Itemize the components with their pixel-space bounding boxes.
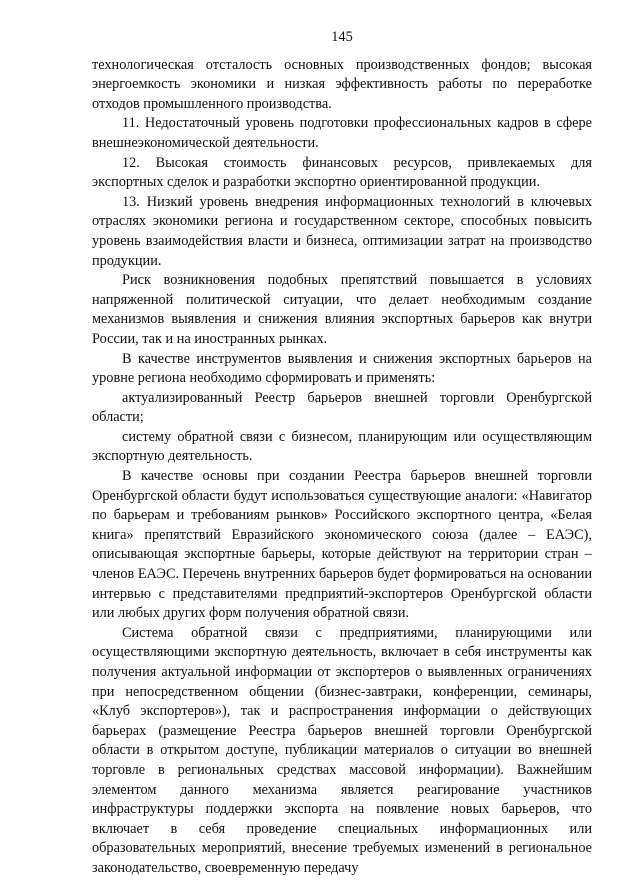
paragraph-item-12: 12. Высокая стоимость финансовых ресурсов, привлекаемых для экспортных сделок и разработки экспортно ориентированной продукции. bbox=[92, 154, 592, 191]
paragraph-registry-item: актуализированный Реестр барьеров внешней торговли Оренбургской области; bbox=[92, 389, 592, 426]
paragraph-feedback-system: Система обратной связи с предприятиями, планирующими или осуществляющими экспортную деятельность, включает в себя инструменты как получения актуальной информации от экспортеров о выявленных ограничениях при непосредственном общении (бизнес-завтраки, конференции, семинары, «Клуб экспортеров»), так и распространения информации о действующих барьерах (размещение Реестра барьеров внешней торговли Оренбургской области в открытом доступе, публикации материалов о ситуации во внешней торговле в региональных средствах массовой информации). Важнейшим элементом данного механизма является реагирование участников инфраструктуры поддержки экспорта на появление новых барьеров, что включает в себя проведение специальных информационных или образовательных мероприятий, внесение требуемых изменений в региональное законодательство, своевременную передачу bbox=[92, 624, 592, 876]
paragraph-instruments-intro: В качестве инструментов выявления и снижения экспортных барьеров на уровне региона необходимо сформировать и применять: bbox=[92, 350, 592, 387]
paragraph-risk: Риск возникновения подобных препятствий повышается в условиях напряженной политической ситуации, что делает необходимым создание механизмов выявления и снижения влияния экспортных барьеров как внутри России, так и на иностранных рынках. bbox=[92, 272, 592, 347]
paragraph-feedback-item: систему обратной связи с бизнесом, планирующим или осуществляющим экспортную деятельность. bbox=[92, 428, 592, 465]
page-number: 145 bbox=[331, 29, 353, 45]
paragraph-continuation: технологическая отсталость основных производственных фондов; высокая энергоемкость экономики и низкая эффективность работы по переработке отходов промышленного производства. bbox=[92, 56, 592, 112]
paragraph-registry-basis: В качестве основы при создании Реестра барьеров внешней торговли Оренбургской области будут использоваться существующие аналоги: «Навигатор по барьерам и требованиям рынков» Российского экспортного центра, «Белая книга» препятствий Евразийского экономического союза (далее – ЕАЭС), описывающая экспортные барьеры, которые действуют на территории стран – членов ЕАЭС. Перечень внутренних барьеров будет формироваться на основании интервью с представителями предприятий-экспортеров Оренбургской области или любых других форм получения обратной связи. bbox=[92, 468, 592, 622]
paragraph-item-13: 13. Низкий уровень внедрения информационных технологий в ключевых отраслях экономики региона и государственном секторе, способных повысить уровень взаимодействия власти и бизнеса, оптимизации затрат на производство продукции. bbox=[92, 193, 592, 269]
paragraph-item-11: 11. Недостаточный уровень подготовки профессиональных кадров в сфере внешнеэкономической деятельности. bbox=[92, 115, 592, 151]
